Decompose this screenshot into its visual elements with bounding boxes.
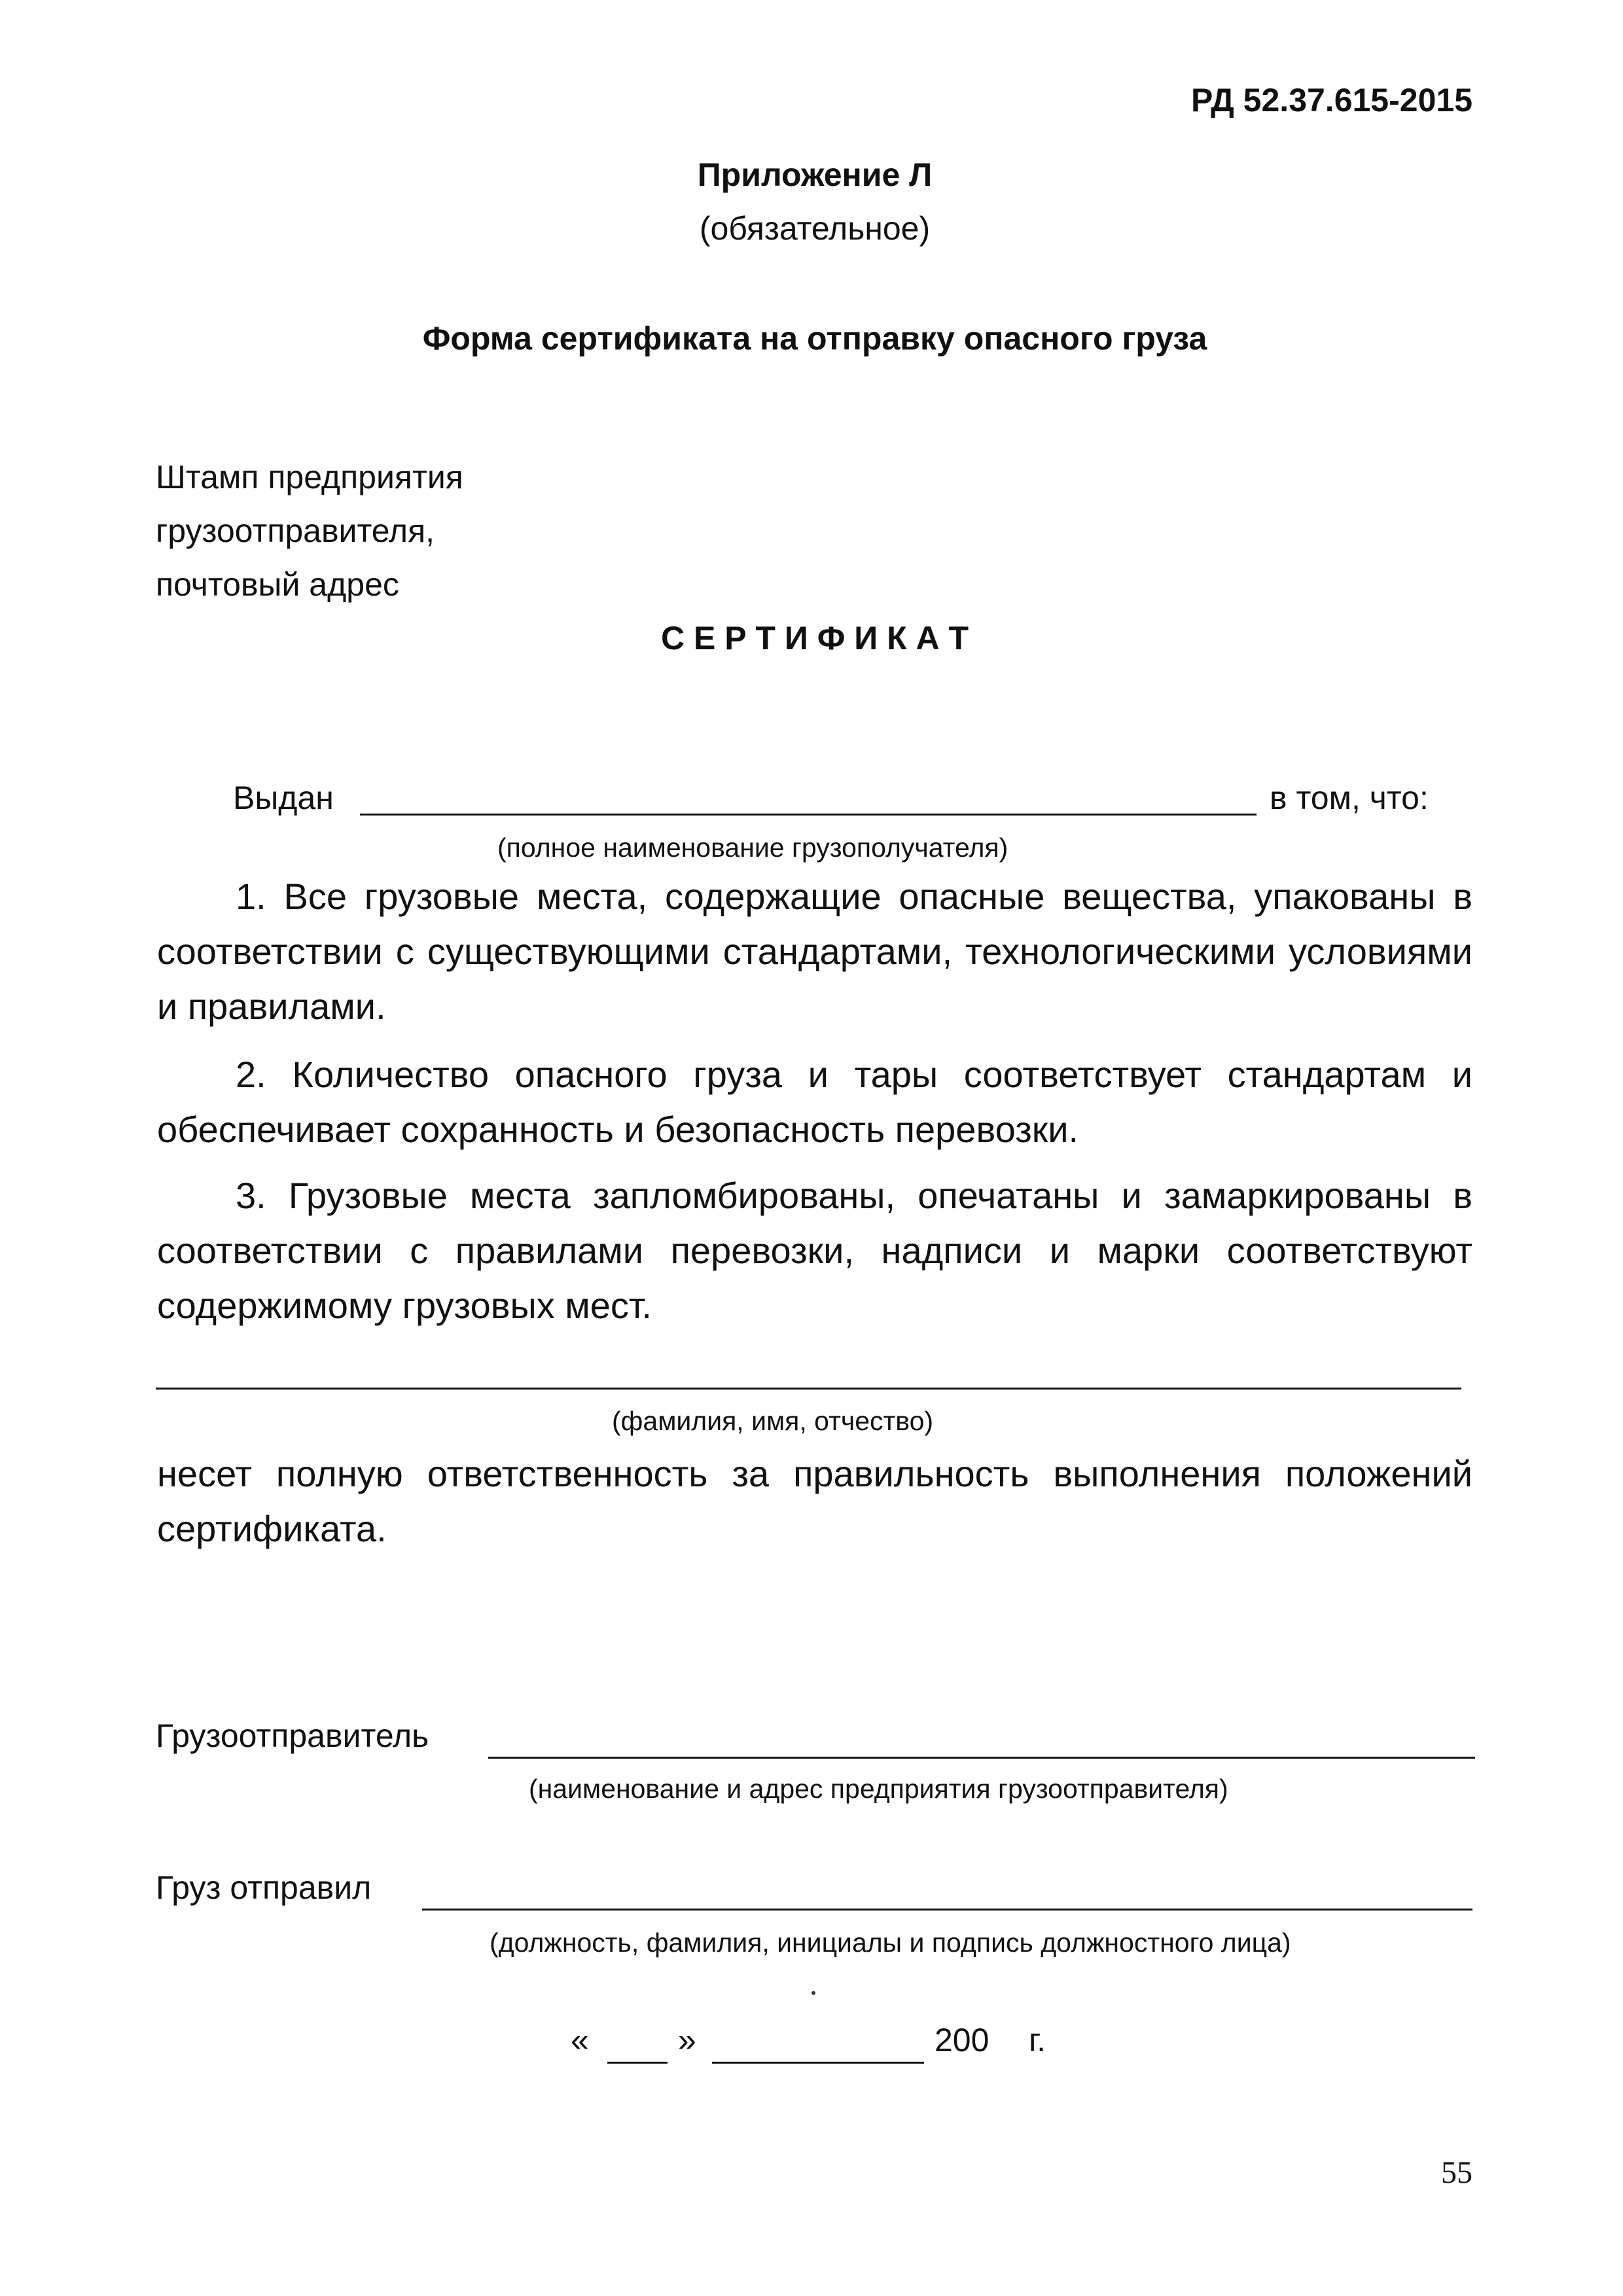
appendix-title: Приложение Л [697,156,933,193]
date-open-quote: « [571,2022,589,2058]
form-title: Форма сертификата на отправку опасного груза [422,320,1207,357]
clause-1-text: 1. Все грузовые места, содержащие опасные вещества, упакованы в соответствии с существующими стандартами, технологическими условиями и правилами. [157,876,1472,1027]
clause-3-text: 3. Грузовые места запломбированы, опечатаны и замаркированы в соответствии с правилами перевозки, надписи и марки соответствуют содержимому грузовых мест. [157,1175,1472,1326]
clause-2-text: 2. Количество опасного груза и тары соответствует стандартам и обеспечивает сохранность и безопасность перевозки. [157,1054,1472,1150]
clause-2 [157,1047,1472,1157]
certificate-heading: С Е Р Т И Ф И К А Т [660,620,969,656]
shipper-blank-line [488,1757,1475,1759]
issued-to-blank-line [360,814,1257,816]
issued-label: Выдан [233,780,334,816]
date-year-suffix: г. [1029,2022,1046,2058]
date-day-blank-line [607,2062,668,2064]
issued-suffix: в том, что: [1270,780,1429,816]
sent-by-label: Груз отправил [156,1869,372,1906]
full-name-hint: (фамилия, имя, отчество) [612,1406,934,1436]
stray-dot [812,1991,815,1995]
date-close-quote: » [678,2022,696,2058]
issued-to-hint: (полное наименование грузополучателя) [497,833,1008,863]
sent-by-blank-line [422,1909,1472,1910]
stamp-line-2: грузоотправителя, [156,512,435,549]
date-year: 200 [935,2022,990,2058]
appendix-status: (обязательное) [699,210,931,247]
sent-by-hint: (должность, фамилия, инициалы и подпись должностного лица) [490,1928,1291,1958]
stamp-line-1: Штамп предприятия [156,459,463,495]
date-month-blank-line [712,2062,924,2064]
stamp-line-3: почтовый адрес [156,566,399,603]
page-number: 55 [1441,2155,1472,2190]
full-name-blank-line [156,1388,1461,1390]
shipper-hint: (наименование и адрес предприятия грузоотправителя) [529,1774,1228,1804]
responsibility-text: несет полную ответственность за правильность выполнения положений сертификата. [157,1453,1472,1549]
shipper-label: Грузоотправитель [156,1717,429,1754]
clause-3 [157,1168,1472,1333]
document-code: РД 52.37.615-2015 [1190,82,1472,118]
clause-1 [157,869,1472,1034]
